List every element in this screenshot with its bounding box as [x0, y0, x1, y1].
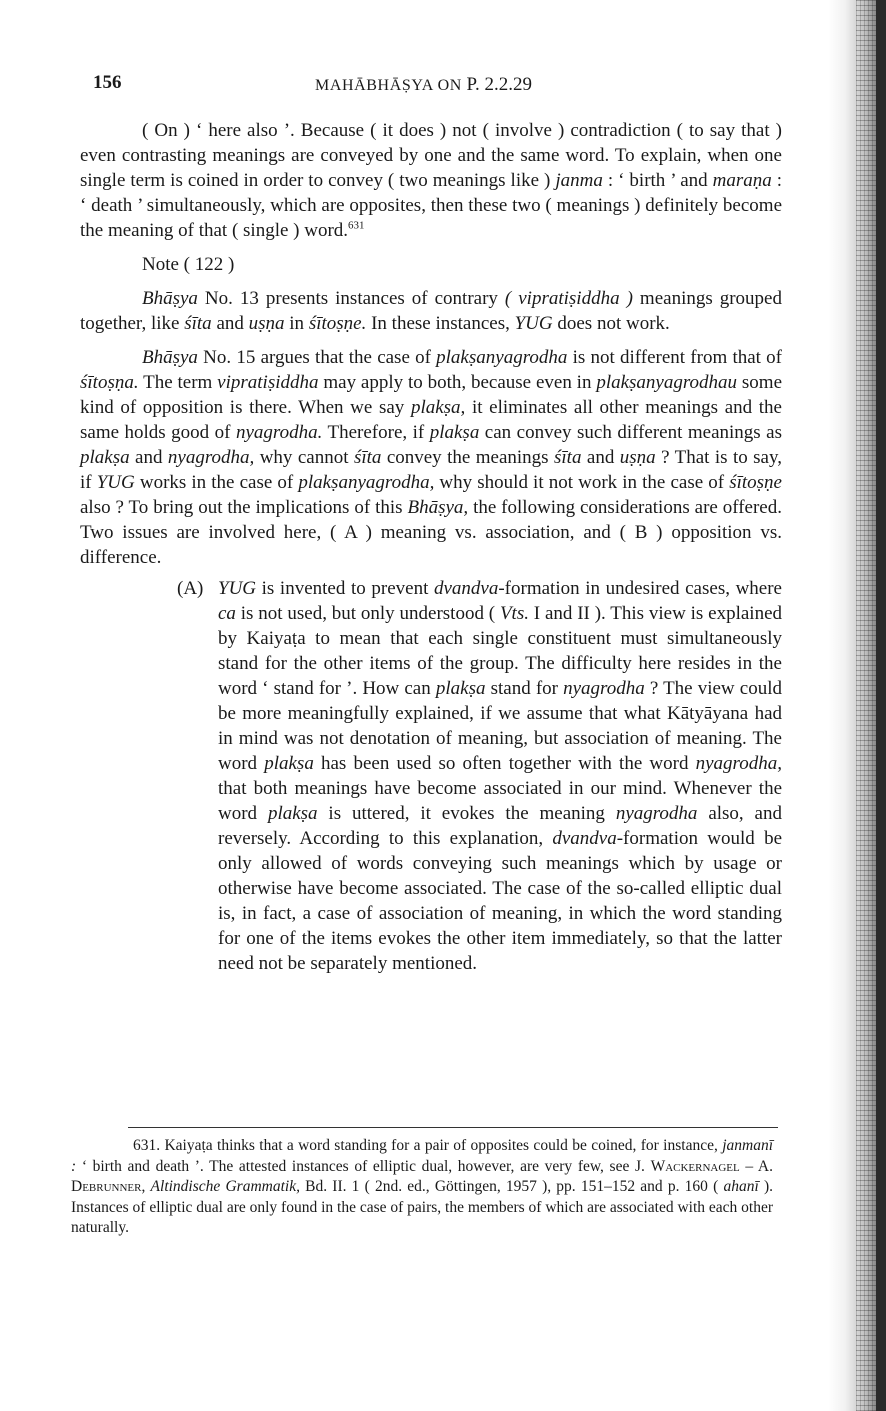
footnote-divider [128, 1127, 778, 1128]
page-header [93, 68, 781, 98]
footnote-reference: 631 [348, 219, 365, 232]
list-item-a: (A) YUG is invented to prevent dvandva-formation in undesired cases, where ca is not used, but only understood ( Vts. I and II ). This view is explained by Kaiyaṭa to mean that each single constituent must simultaneously stand for the other items of the group. The difficulty here resides in the word ‘ stand for ’. How can plakṣa stand for nyagrodha ? The view could be more meaningfully explained, if we assume that what Kātyāyana had in mind was not denotation of meaning, but association of meaning. The word plakṣa has been used so often together with the word nyagrodha, that both meanings have become associated in our mind. Whenever the word plakṣa is uttered, it evokes the meaning nyagrodha also, and reversely. According to this explanation, dvandva-formation would be only allowed of words conveying such meanings which by usage or otherwise have become associated. The case of the so-called elliptic dual is, in fact, a case of association of meaning, in which the word standing for one of the items evokes the other item immediately, so that the latter need not be separately mentioned. [177, 578, 782, 974]
list-item-label: (A) [177, 578, 204, 599]
running-head-title: MAHĀBHĀṢYA ON [315, 77, 462, 94]
paragraph-bhasya-15: Bhāṣya No. 15 argues that the case of plakṣanyagrodha is not different from that of śītoṣṇa. The term vipratiṣiddha may apply to both, because even in plakṣanyagrodhau some kind of opposition is there. When we say plakṣa, it eliminates all other meanings and the same holds good of nyagrodha. Therefore, if plakṣa can convey such different meanings as plakṣa and nyagrodha, why cannot śīta convey the meanings śīta and uṣṇa ? That is to say, if YUG works in the case of plakṣanyagrodha, why should it not work in the case of śītoṣṇe also ? To bring out the implications of this Bhāṣya, the following considerations are offered. Two issues are involved here, ( A ) meaning vs. association, and ( B ) opposition vs. difference. [80, 347, 783, 568]
body-text [80, 118, 782, 976]
running-head [315, 74, 532, 96]
note-heading: Note ( 122 ) [142, 254, 235, 275]
footnote-number: 631. [133, 1137, 161, 1154]
page-number: 156 [93, 72, 122, 93]
footnote-631: 631. Kaiyaṭa thinks that a word standing for a pair of opposites could be coined, for instance, janmanī : ‘ birth and death ’. The attested instances of elliptic dual, however, are very few, see J. Wackernagel – A. Debrunner, Altindische Grammatik, Bd. II. 1 ( 2nd. ed., Göttingen, 1957 ), pp. 151–152 and p. 160 ( ahanī ). Instances of elliptic dual are only found in the case of pairs, the members of which are associated with each other naturally. [71, 1137, 774, 1236]
binding-edge [876, 0, 886, 1411]
running-head-section: P. 2.2.29 [466, 74, 533, 95]
paragraph-translation: ( On ) ‘ here also ’. Because ( it does ) not ( involve ) contradiction ( to say that ) even contrasting meanings are conveyed by one and the same word. To explain, when one single term is coined in order to convey ( two meanings like ) janma : ‘ birth ’ and maraṇa : ‘ death ’ simultaneously, which are opposites, then these two ( meanings ) definitely become the meaning of that ( single ) word.$^{631}$ [80, 120, 783, 241]
paragraph-bhasya-13: Bhāṣya No. 13 presents instances of contrary ( vipratiṣiddha ) meanings grouped together, like śīta and uṣṇa in śītoṣṇe. In these instances, YUG does not work. [80, 288, 782, 334]
footnotes [71, 1136, 773, 1239]
